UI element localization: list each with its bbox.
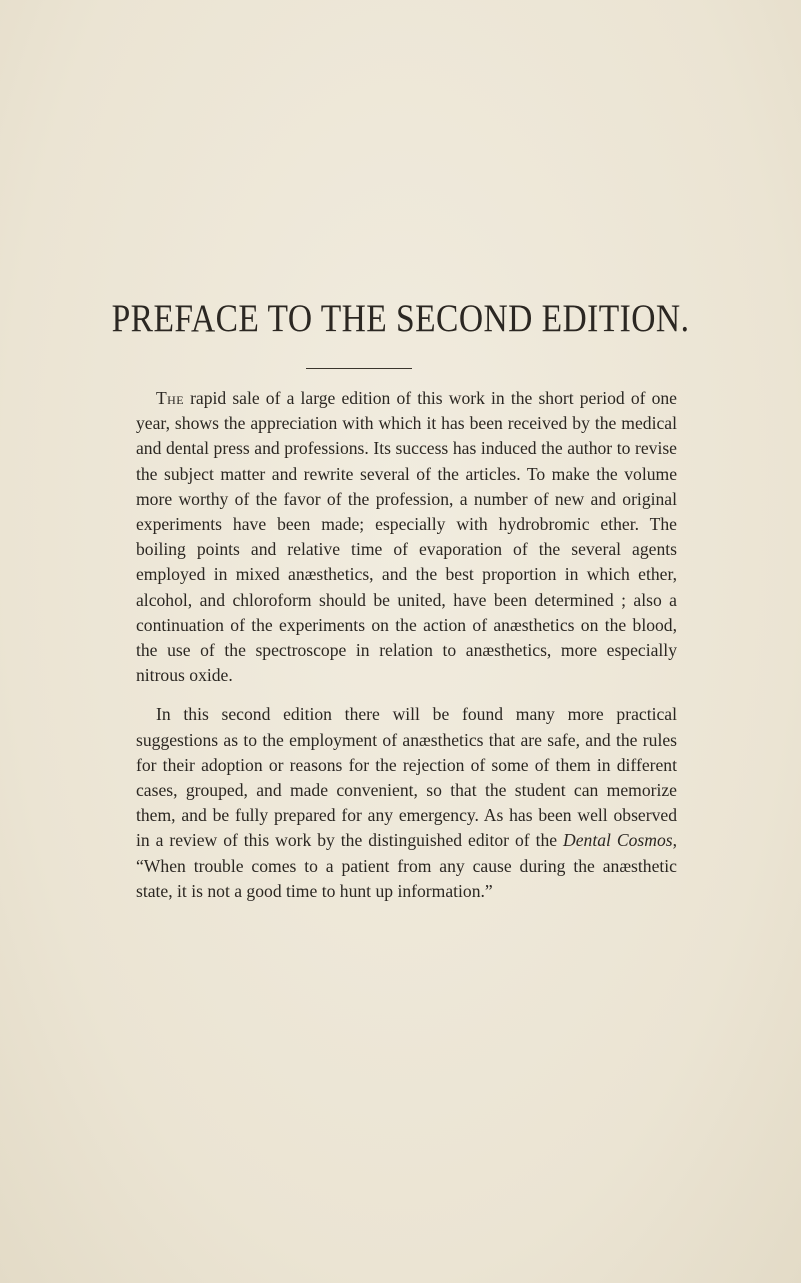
- paragraph-1-first-word: The: [156, 388, 184, 408]
- paragraph-2-text-before: In this second edition there will be found many more practical suggestions as to the employment of anæsthetics that are safe, and the rules for their adoption or reasons for the rejection of some of them in different cases, grouped, and made convenient, so that the student can memorize them, and be fully prepared for any emergency. As has been well observed in a review of this work by the distinguished editor of the: [136, 704, 677, 851]
- paragraph-1: [136, 386, 677, 688]
- journal-title: Dental Cosmos: [563, 830, 673, 851]
- title-divider: [306, 368, 412, 369]
- page-title: PREFACE TO THE SECOND EDITION.: [111, 297, 690, 340]
- paragraph-2: [136, 702, 677, 904]
- paragraph-2-text-after: , “When trouble comes to a patient from any cause during the anæsthetic state, it is not a good time to hunt up information.”: [136, 830, 677, 901]
- preface-body: [136, 386, 677, 904]
- paragraph-1-text: rapid sale of a large edition of this work in the short period of one year, shows the appreciation with which it has been received by the medical and dental press and professions. Its success has induced the author to revise the subject matter and rewrite several of the articles. To make the volume more worthy of the favor of the profession, a number of new and original experiments have been made; especially with hydrobromic ether. The boiling points and relative time of evaporation of the several agents employed in mixed anæsthetics, and the best proportion in which ether, alcohol, and chloroform should be united, have been determined ; also a continuation of the experiments on the action of anæsthetics on the blood, the use of the spectroscope in relation to anæsthetics, more especially nitrous oxide.: [136, 388, 677, 686]
